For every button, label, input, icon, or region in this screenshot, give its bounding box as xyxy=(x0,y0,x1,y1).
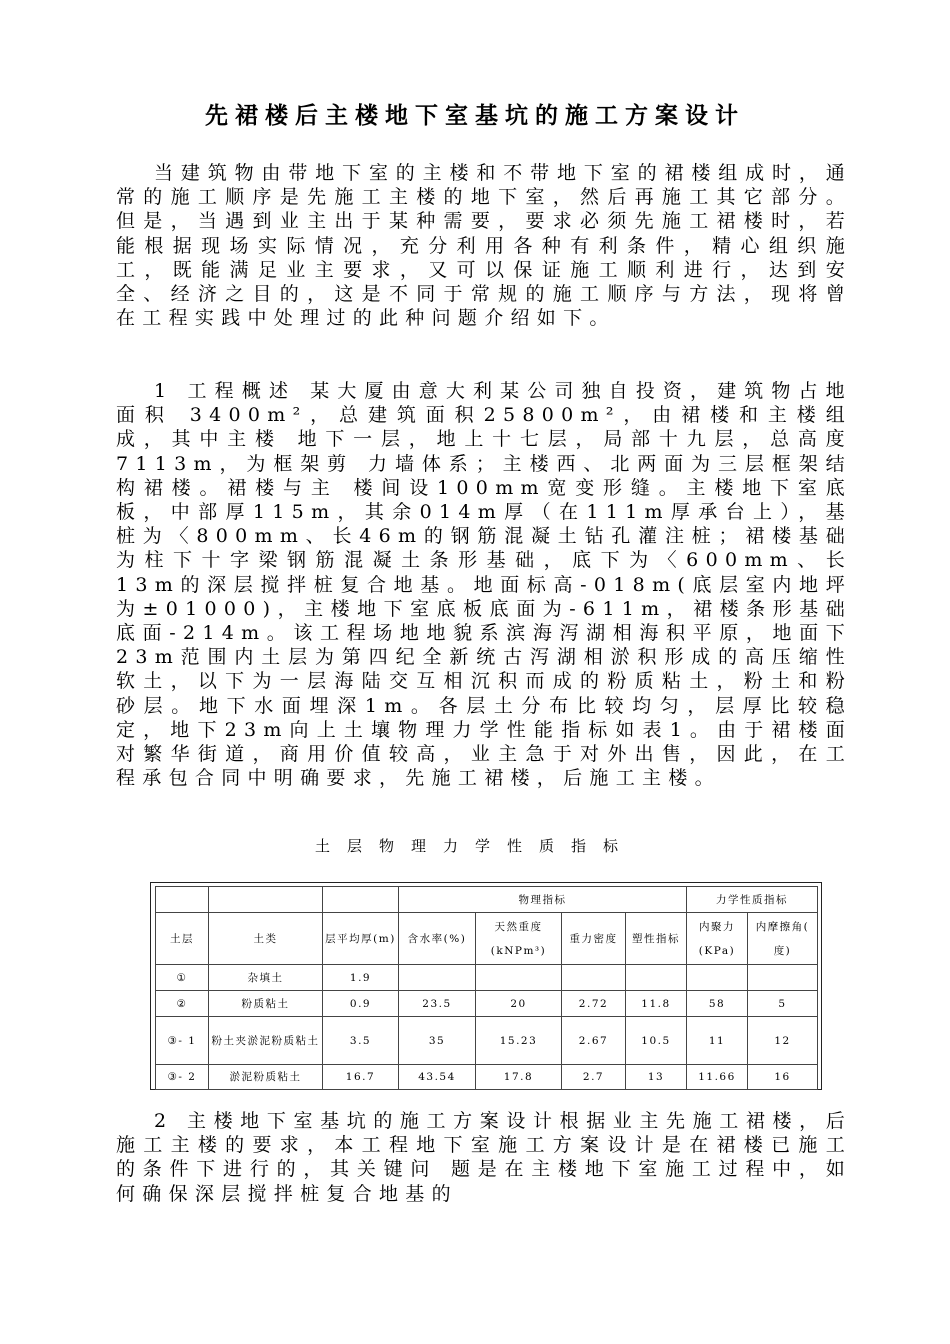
cell-plasticity: 11.8 xyxy=(626,991,687,1017)
table-header-group-row xyxy=(156,887,818,913)
cell-density: 20 xyxy=(476,991,562,1017)
cell-plasticity: 10.5 xyxy=(626,1017,687,1065)
header-water-content: 含水率(%) xyxy=(399,913,476,965)
cell-cohesion xyxy=(687,965,748,991)
cell-layer: ② xyxy=(156,991,209,1017)
cell-layer: ③- 2 xyxy=(156,1065,209,1090)
cell-water-content: 35 xyxy=(399,1017,476,1065)
table-header-row xyxy=(156,913,818,965)
header-gravity: 重力密度 xyxy=(562,913,626,965)
paragraph-intro: 当建筑物由带地下室的主楼和不带地下室的裙楼组成时，通常的施工顺序是先施工主楼的地下室，然后再施工其它部分。但是，当遇到业主出于某种需要，要求必须先施工裙楼时，若能根据现场实际情况，充分利用各种有利条件，精心组织施工，既能满足业主要求，又可以保证施工顺利进行，达到安全、经济之目的，这是不同于常规的施工顺序与方法，现将曾在工程实践中处理过的此种问题介绍如下。 xyxy=(116,162,852,330)
header-friction: 内摩擦角( 度) xyxy=(748,913,818,965)
cell-density: 17.8 xyxy=(476,1065,562,1090)
table-row xyxy=(156,965,818,991)
table-row xyxy=(156,1065,818,1090)
header-empty-cell xyxy=(323,887,399,913)
cell-gravity xyxy=(562,965,626,991)
soil-properties-table-frame xyxy=(150,882,822,1090)
paragraph-project-overview: 1 工程概述 某大厦由意大利某公司独自投资，建筑物占地面积 3400m²，总建筑面积25800m²，由裙楼和主楼组成，其中主楼 地下一层，地上十七层，局部十九层，总高度7113m，为框架剪 力墙体系；主楼西、北两面为三层框架结构裙楼。裙楼与主 楼间设100mm宽变形缝。主楼地下室底板，中部厚115m，其余014m厚（在111m厚承台上），基桩为〈800mm、长46m的钢筋混凝土钻孔灌注桩；裙楼基础为柱下十字梁钢筋混凝土条形基础，底下为〈600mm、长13m的深层搅拌桩复合地基。地面标高-018m(底层室内地坪为±01000)，主楼地下室底板底面为-611m，裙楼条形基础底面-214m。该工程场地地貌系滨海泻湖相海积平原，地面下23m范围内土层为第四纪全新统古泻湖相淤积形成的高压缩性软土，以下为一层海陆交互相沉积而成的粉质粘土，粉土和粉砂层。地下水面埋深1m。各层土分布比较均匀，层厚比较稳定，地下23m向上土壤物理力学性能指标如表1。由于裙楼面对繁华街道，商用价值较高，业主急于对外出售，因此，在工程承包合同中明确要求，先施工裙楼，后施工主楼。 xyxy=(116,380,852,790)
cell-density xyxy=(476,965,562,991)
cell-cohesion: 11 xyxy=(687,1017,748,1065)
header-empty-cell xyxy=(209,887,323,913)
header-physical-group: 物理指标 xyxy=(399,887,687,913)
cell-soil-type: 杂填土 xyxy=(209,965,323,991)
cell-plasticity xyxy=(626,965,687,991)
paragraph-design-scheme: 2 主楼地下室基坑的施工方案设计根据业主先施工裙楼，后施工主楼的要求，本工程地下室施工方案设计是在裙楼已施工的条件下进行的，其关键问 题是在主楼地下室施工过程中，如何确保深层搅拌桩复合地基的 xyxy=(116,1110,852,1205)
cell-cohesion: 11.66 xyxy=(687,1065,748,1090)
cell-thickness: 3.5 xyxy=(323,1017,399,1065)
table-caption: 土层物理力学性质指标 xyxy=(314,837,635,855)
cell-water-content xyxy=(399,965,476,991)
cell-soil-type: 粉土夹淤泥粉质粘土 xyxy=(209,1017,323,1065)
document-title: 先裙楼后主楼地下室基坑的施工方案设计 xyxy=(205,103,745,129)
cell-soil-type: 粉质粘土 xyxy=(209,991,323,1017)
cell-friction: 12 xyxy=(748,1017,818,1065)
cell-density: 15.23 xyxy=(476,1017,562,1065)
header-thickness: 层平均厚(m) xyxy=(323,913,399,965)
cell-soil-type: 淤泥粉质粘土 xyxy=(209,1065,323,1090)
header-cohesion: 内聚力(KPa) xyxy=(687,913,748,965)
header-empty-cell xyxy=(156,887,209,913)
header-mechanical-group: 力学性质指标 xyxy=(687,887,818,913)
cell-water-content: 43.54 xyxy=(399,1065,476,1090)
cell-friction: 16 xyxy=(748,1065,818,1090)
cell-friction: 5 xyxy=(748,991,818,1017)
cell-gravity: 2.67 xyxy=(562,1017,626,1065)
cell-thickness: 1.9 xyxy=(323,965,399,991)
header-plasticity: 塑性指标 xyxy=(626,913,687,965)
cell-gravity: 2.72 xyxy=(562,991,626,1017)
cell-layer: ① xyxy=(156,965,209,991)
table-row xyxy=(156,1017,818,1065)
soil-properties-table xyxy=(155,886,818,1090)
cell-gravity: 2.7 xyxy=(562,1065,626,1090)
cell-cohesion: 58 xyxy=(687,991,748,1017)
header-density: 天然重度(kNPm³) xyxy=(476,913,562,965)
cell-plasticity: 13 xyxy=(626,1065,687,1090)
cell-thickness: 16.7 xyxy=(323,1065,399,1090)
cell-thickness: 0.9 xyxy=(323,991,399,1017)
cell-friction xyxy=(748,965,818,991)
cell-water-content: 23.5 xyxy=(399,991,476,1017)
header-layer: 土层 xyxy=(156,913,209,965)
table-row xyxy=(156,991,818,1017)
cell-layer: ③- 1 xyxy=(156,1017,209,1065)
header-soil-type: 土类 xyxy=(209,913,323,965)
